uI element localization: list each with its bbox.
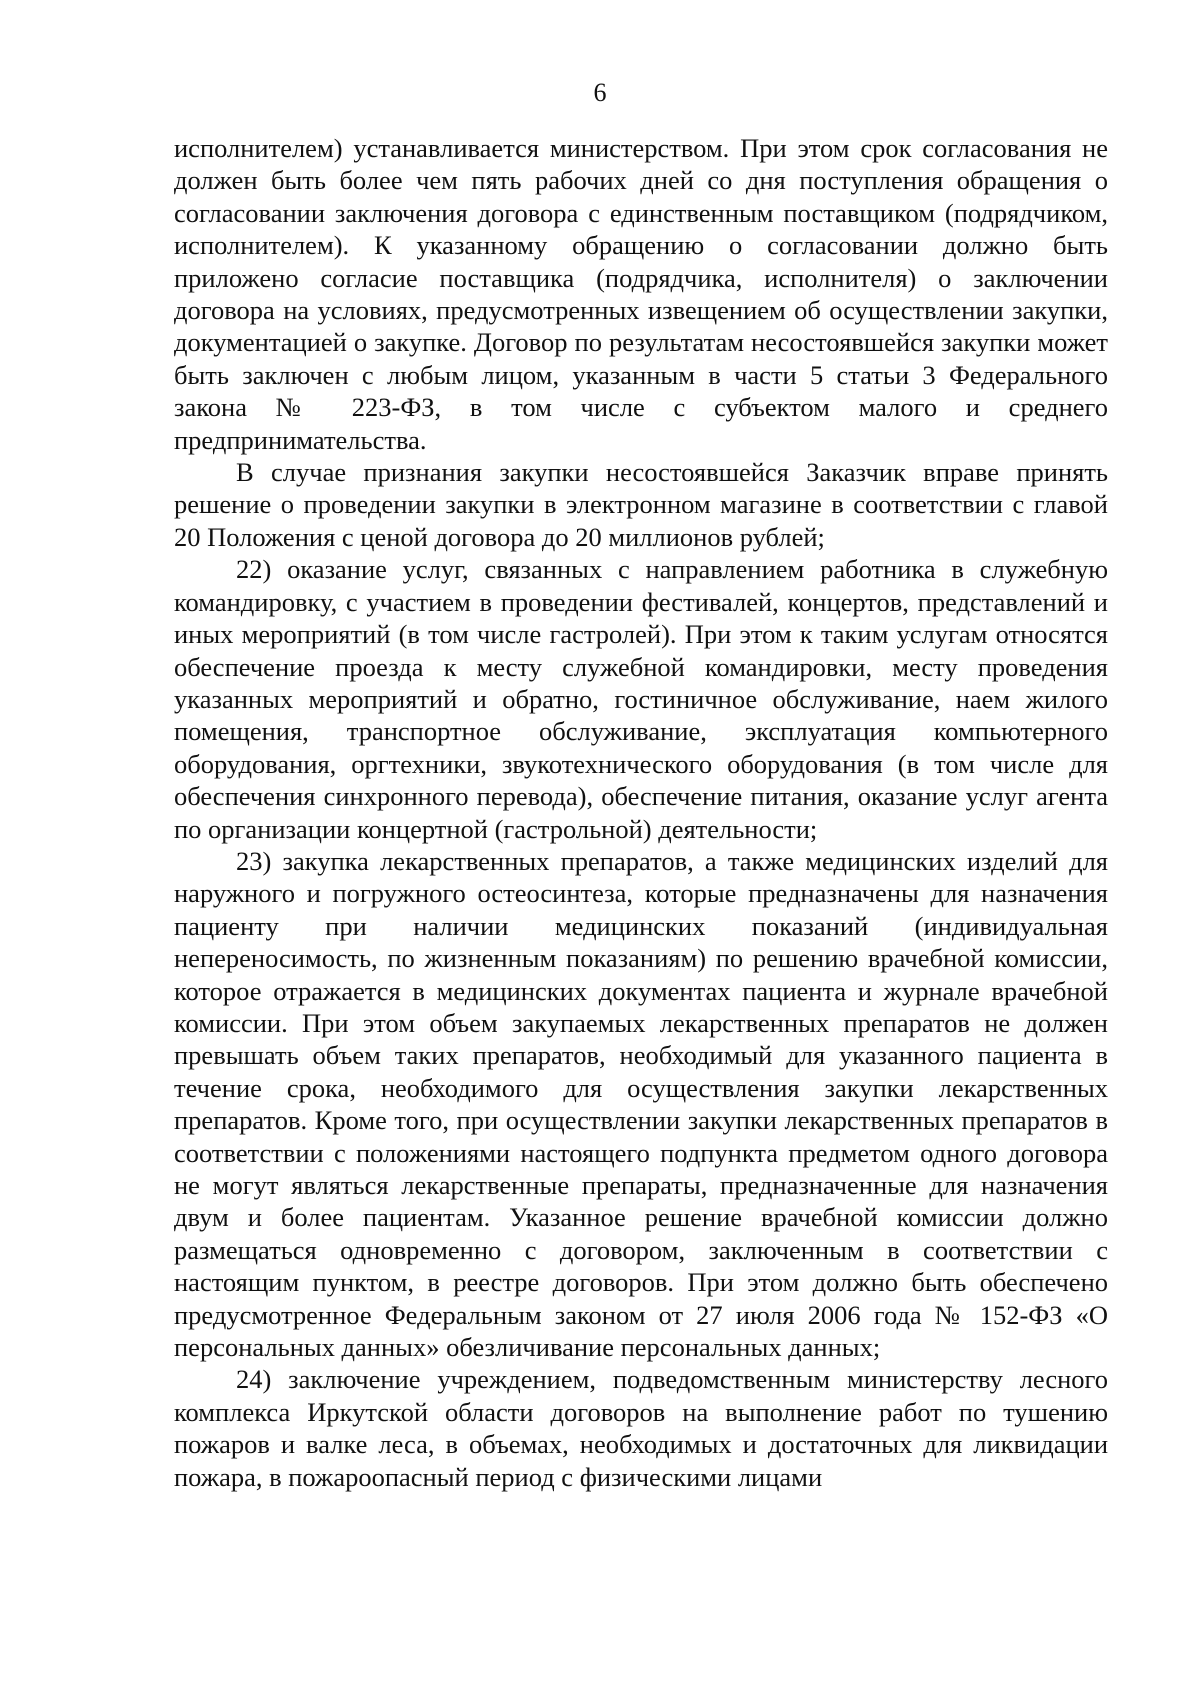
paragraph-item-23: 23) закупка лекарственных препаратов, а также медицинских изделий для наружного и погружного остеосинтеза, которые предназначены для назначения пациенту при наличии медицинских показаний (индивидуальная непереносимость, по жизненным показаниям) по решению врачебной комиссии, которое отражается в медицинских документах пациента и журнале врачебной комиссии. При этом объем закупаемых лекарственных препаратов не должен превышать объем таких препаратов, необходимый для указанного пациента в течение срока, необходимого для осуществления закупки лекарственных препаратов. Кроме того, при осуществлении закупки лекарственных препаратов в соответствии с положениями настоящего подпункта предметом одного договора не могут являться лекарственные препараты, предназначенные для назначения двум и более пациентам. Указанное решение врачебной комиссии должно размещаться одновременно с договором, заключенным в соответствии с настоящим пунктом, в реестре договоров. При этом должно быть обеспечено предусмотренное Федеральным законом от 27 июля 2006 года № 152-ФЗ «О персональных данных» обезличивание персональных данных; [174, 845, 1108, 1363]
document-body [174, 132, 1108, 1493]
page-number: 6 [593, 78, 607, 107]
paragraph-item-22: 22) оказание услуг, связанных с направлением работника в служебную командировку, с участием в проведении фестивалей, концертов, представлений и иных мероприятий (в том числе гастролей). При этом к таким услугам относятся обеспечение проезда к месту служебной командировки, месту проведения указанных мероприятий и обратно, гостиничное обслуживание, наем жилого помещения, транспортное обслуживание, эксплуатация компьютерного оборудования, оргтехники, звукотехнического оборудования (в том числе для обеспечения синхронного перевода), обеспечение питания, оказание услуг агента по организации концертной (гастрольной) деятельности; [174, 554, 1108, 844]
paragraph-failed-procurement: В случае признания закупки несостоявшейся Заказчик вправе принять решение о проведении закупки в электронном магазине в соответствии с главой 20 Положения с ценой договора до 20 миллионов рублей; [174, 457, 1108, 552]
paragraph-item-24: 24) заключение учреждением, подведомственным министерству лесного комплекса Иркутской области договоров на выполнение работ по тушению пожаров и валке леса, в объемах, необходимых и достаточных для ликвидации пожара, в пожароопасный период с физическими лицами [174, 1364, 1108, 1492]
paragraph-approval-continuation: исполнителем) устанавливается министерством. При этом срок согласования не должен быть более чем пять рабочих дней со дня поступления обращения о согласовании заключения договора с единственным поставщиком (подрядчиком, исполнителем). К указанному обращению о согласовании должно быть приложено согласие поставщика (подрядчика, исполнителя) о заключении договора на условиях, предусмотренных извещением об осуществлении закупки, документацией о закупке. Договор по результатам несостоявшейся закупки может быть заключен с любым лицом, указанным в части 5 статьи 3 Федерального закона № 223-ФЗ, в том числе с субъектом малого и среднего предпринимательства. [174, 133, 1108, 455]
